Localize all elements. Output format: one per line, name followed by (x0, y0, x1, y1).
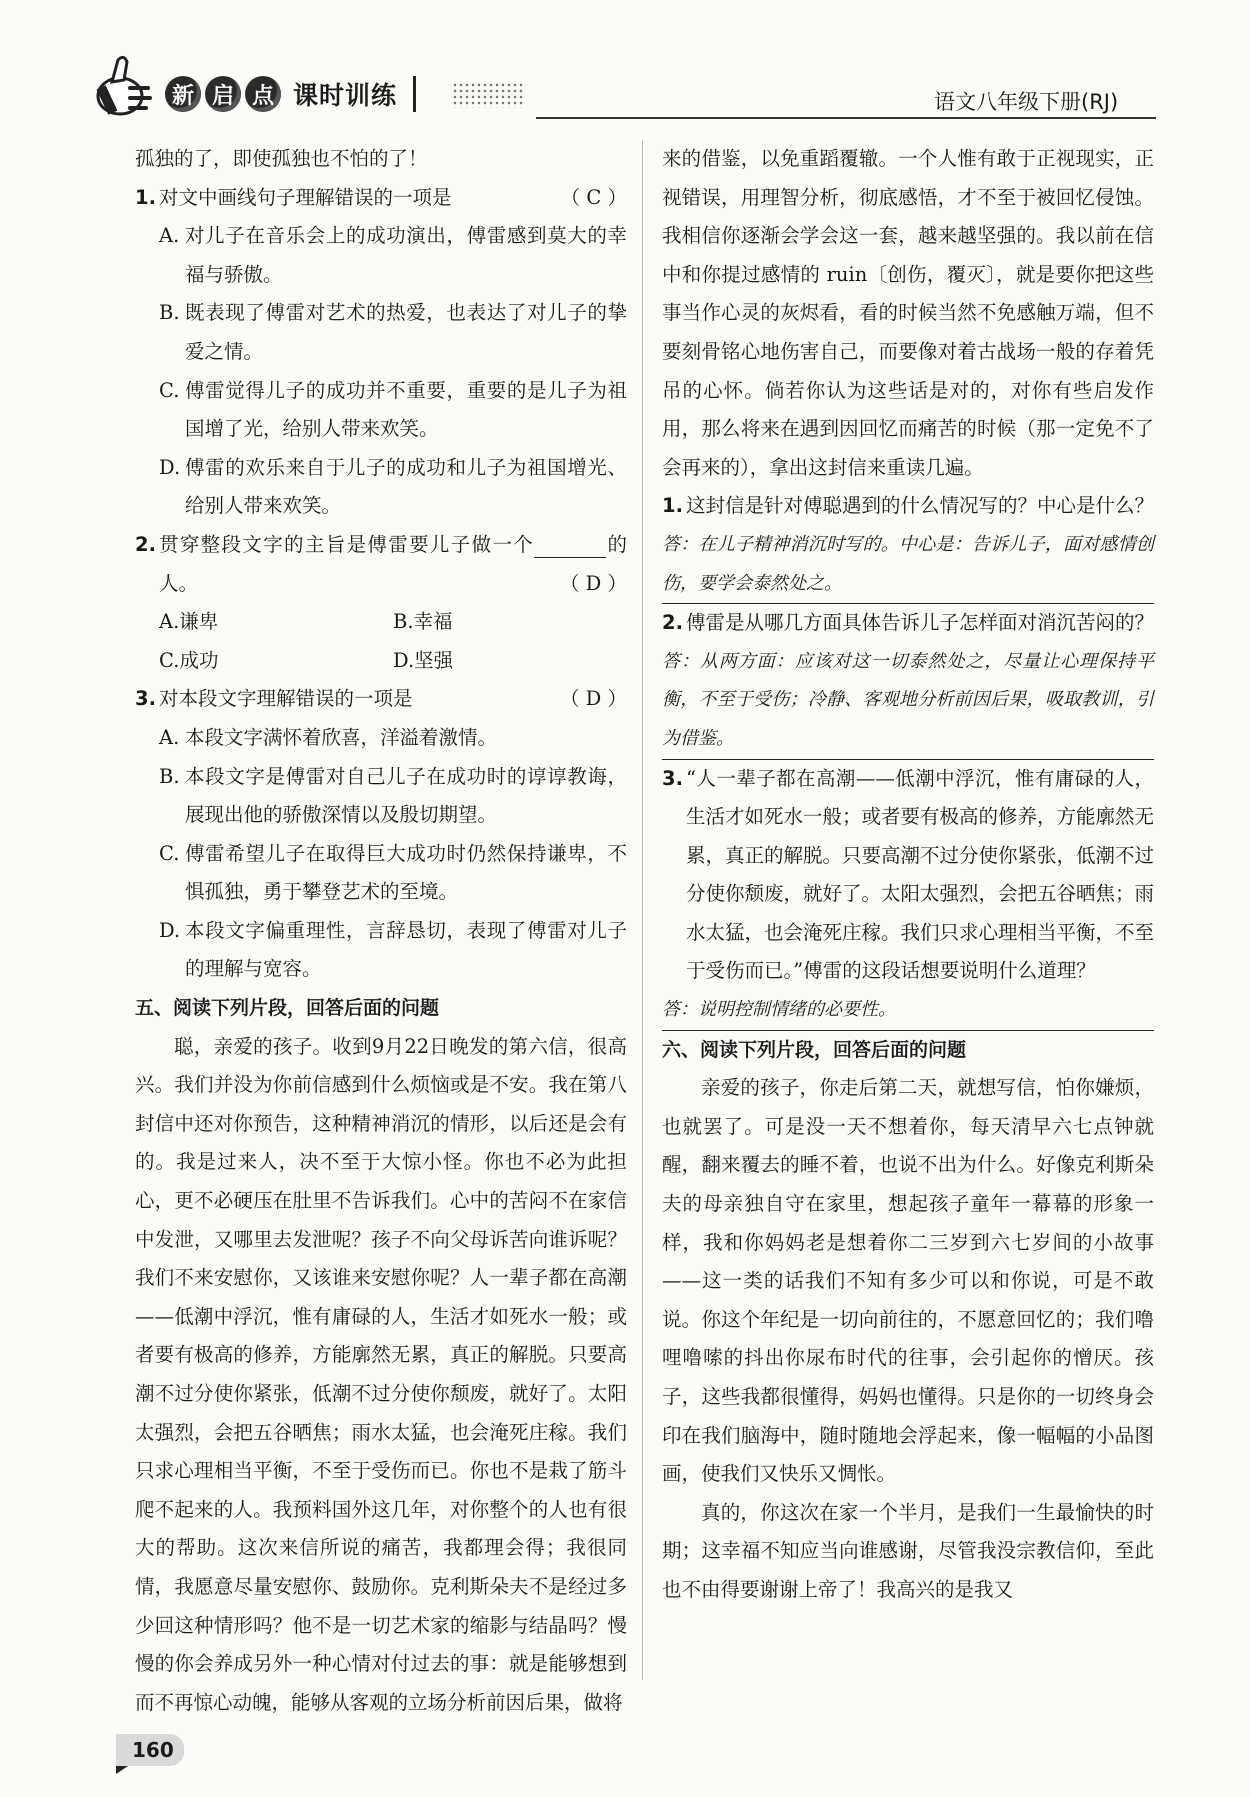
brand-char-2: 启 (205, 76, 241, 112)
option-b (135, 758, 627, 835)
option-text: 既表现了傅雷对艺术的热爱，也表达了对儿子的挚爱之情。 (185, 301, 627, 363)
option-label: B. (159, 764, 180, 788)
question-1 (135, 179, 627, 218)
question-number: 2. (135, 532, 156, 556)
option-text: 傅雷的欢乐来自于儿子的成功和儿子为祖国增光、给别人带来欢笑。 (185, 455, 627, 518)
answer-choice: （ D ） (559, 687, 627, 711)
section-6-paragraph-2: 真的，你这次在家一个半月，是我们一生最愉快的时期；这幸福不知应当向谁感谢，尽管我没宗教信仰，至此也不由得要谢谢上帝了！我高兴的是我又 (662, 1500, 1154, 1601)
option-a (135, 217, 627, 294)
reading-question-3 (662, 760, 1154, 992)
right-column (662, 140, 1154, 1610)
option-label: B. (393, 610, 414, 634)
section-5-passage-continued: 来的借鉴，以免重蹈覆辙。一个人惟有敢于正视现实，正视错误，用理智分析，彻底感悟，才不至于被回忆侵蚀。我相信你逐渐会学会这一套，越来越坚强的。我以前在信中和你提过感情的 ruin〔创伤，覆灭〕，就是要你把这些事当作心灵的灰烬看，看的时候当然不免感触万端，但不要刻骨铭心地伤害自己，而要像对着古战场一般的存着凭吊的心怀。倘若你认为这些话是对的，对你有些启发作用，那么将来在遇到因回忆而痛苦的时候（那一定免不了会再来的），拿出这封信来重读几遍。 (662, 147, 1154, 479)
option-label: A. (159, 725, 180, 749)
question-number: 3. (135, 687, 156, 711)
section-6-paragraph-1: 亲爱的孩子，你走后第二天，就想写信，怕你嫌烦，也就罢了。可是没一天不想着你，每天清早六七点钟就醒，翻来覆去的睡不着，也说不出为什么。好像克利斯朵夫的母亲独自守在家里，想起孩子童年一幕幕的形象一样，我和你妈妈老是想着你二三岁到六七岁间的小故事——这一类的话我们不知有多少可以和你说，可是不敢说。你这个年纪是一切向前往的，不愿意回忆的；我们噜哩噜嗦的抖出你尿布时代的往事，会引起你的憎厌。孩子，这些我都很懂得，妈妈也懂得。只是你的一切终身会印在我们脑海中，随时随地会浮起来，像一幅幅的小品图画，使我们又快乐又惆怅。 (662, 1076, 1154, 1486)
option-b (393, 603, 627, 642)
passage-intro: 孤独的了，即使孤独也不怕的了！ (135, 147, 428, 170)
option-text: 傅雷希望儿子在取得巨大成功时仍然保持谦卑，不惧孤独，勇于攀登艺术的至境。 (185, 841, 627, 904)
options-row-2 (135, 642, 627, 681)
section-6-heading: 六、阅读下列片段，回答后面的问题 (662, 1038, 967, 1061)
option-text: 傅雷觉得儿子的成功并不重要，重要的是儿子为祖国增了光，给别人带来欢笑。 (185, 378, 627, 441)
brand-char-3: 点 (245, 76, 281, 112)
page-number-tab-icon (116, 1766, 128, 1774)
question-number: 1. (662, 494, 683, 518)
option-text: 成功 (179, 648, 219, 672)
series-title: 课时训练 (293, 81, 398, 110)
option-c (135, 835, 627, 912)
option-label: A. (159, 610, 180, 634)
option-text: 本段文字偏重理性，言辞恳切，表现了傅雷对儿子的理解与宽容。 (185, 918, 627, 981)
question-number: 2. (662, 611, 683, 635)
fill-blank (534, 533, 606, 558)
answer-choice: （ D ） (559, 571, 627, 595)
handwritten-answer-1: 答：在儿子精神消沉时写的。中心是：告诉儿子，面对感情创伤，要学会泰然处之。 (662, 526, 1154, 604)
option-label: C. (159, 841, 180, 865)
option-text: 本段文字满怀着欣喜，洋溢着激情。 (185, 725, 498, 749)
option-text: 谦卑 (179, 610, 219, 634)
options-row-1 (135, 603, 627, 642)
question-number: 1. (135, 185, 156, 209)
question-text-end: 的人。 (159, 532, 627, 595)
option-text: 坚强 (414, 648, 454, 672)
dot-pattern-decoration (452, 82, 524, 108)
reading-question-1 (662, 487, 1154, 526)
question-3 (135, 680, 627, 719)
option-a (135, 719, 627, 758)
option-c (135, 372, 627, 449)
option-d (135, 912, 627, 989)
book-title: 语文八年级下册(RJ) (934, 90, 1119, 114)
option-label: D. (393, 648, 415, 672)
question-text: 贯穿整段文字的主旨是傅雷要儿子做一个 (159, 532, 535, 556)
page-header (0, 0, 1250, 140)
option-label: D. (159, 918, 181, 942)
option-label: D. (159, 455, 181, 479)
option-a (159, 603, 393, 642)
option-c (159, 642, 393, 681)
option-text: 对儿子在音乐会上的成功演出，傅雷感到莫大的幸福与骄傲。 (185, 224, 627, 286)
handwritten-answer-3: 答：说明控制情绪的必要性。 (662, 991, 1154, 1031)
handwritten-answer-2: 答：从两方面：应该对这一切泰然处之，尽量让心理保持平衡，不至于受伤；冷静、客观地分析前因后果，吸取教训，引为借鉴。 (662, 643, 1154, 760)
answer-choice: （ C ） (560, 185, 627, 209)
reading-question-2 (662, 604, 1154, 643)
option-d (393, 642, 627, 681)
page-number: 160 (116, 1734, 184, 1766)
left-column (135, 140, 627, 1722)
option-text: 幸福 (413, 610, 453, 634)
brand-char-1: 新 (165, 76, 201, 112)
section-5-heading: 五、阅读下列片段，回答后面的问题 (135, 997, 440, 1020)
brand-divider (413, 76, 416, 112)
question-text: 对文中画线句子理解错误的一项是 (159, 185, 452, 209)
section-5-passage: 聪，亲爱的孩子。收到9月22日晚发的第六信，很高兴。我们并没为你前信感到什么烦恼或是不安。我在第八封信中还对你预告，这种精神消沉的情形，以后还是会有的。我是过来人，决不至于大惊小怪。你也不必为此担心，更不必硬压在肚里不告诉我们。心中的苦闷不在家信中发泄，又哪里去发泄呢？孩子不向父母诉苦向谁诉呢？我们不来安慰你，又该谁来安慰你呢？人一辈子都在高潮——低潮中浮沉，惟有庸碌的人，生活才如死水一般；或者要有极高的修养，方能廓然无累，真正的解脱。只要高潮不过分使你紧张，低潮不过分使你颓废，就好了。太阳太强烈，会把五谷晒焦；雨水太猛，也会淹死庄稼。我们只求心理相当平衡，不至于受伤而已。你也不是栽了筋斗爬不起来的人。我预料国外这几年，对你整个的人也有很大的帮助。这次来信所说的痛苦，我都理会得；我很同情，我愿意尽量安慰你、鼓励你。克利斯朵夫不是经过多少回这种情形吗？他不是一切艺术家的缩影与结晶吗？慢慢的你会养成另外一种心情对付过去的事：就是能够想到而不再惊心动魄，能够从客观的立场分析前因后果，做将 (135, 1034, 627, 1714)
question-text: 这封信是针对傅聪遇到的什么情况写的？中心是什么？ (686, 494, 1155, 518)
question-text: 对本段文字理解错误的一项是 (159, 687, 413, 711)
option-d (135, 449, 627, 526)
brand-logo (165, 76, 416, 112)
option-text: 本段文字是傅雷对自己儿子在成功时的谆谆教诲，展现出他的骄傲深情以及殷切期望。 (185, 764, 627, 827)
question-2 (135, 526, 627, 603)
question-text: “人一辈子都在高潮——低潮中浮沉，惟有庸碌的人，生活才如死水一般；或者要有极高的修养，方能廓然无累，真正的解脱。只要高潮不过分使你紧张，低潮不过分使你颓废，就好了。太阳太强烈，会把五谷晒焦；雨水太猛，也会淹死庄稼。我们只求心理相当平衡，不至于受伤而已。”傅雷的这段话想要说明什么道理？ (686, 766, 1155, 983)
option-label: C. (159, 378, 180, 402)
option-label: A. (159, 224, 180, 248)
option-label: B. (159, 301, 180, 325)
header-rule (536, 117, 1156, 119)
question-text: 傅雷是从哪几方面具体告诉儿子怎样面对消沉苦闷的？ (686, 611, 1155, 635)
option-b (135, 294, 627, 371)
thumbs-up-icon (96, 52, 154, 120)
question-number: 3. (662, 766, 683, 790)
column-divider (642, 140, 643, 1680)
option-label: C. (159, 648, 180, 672)
